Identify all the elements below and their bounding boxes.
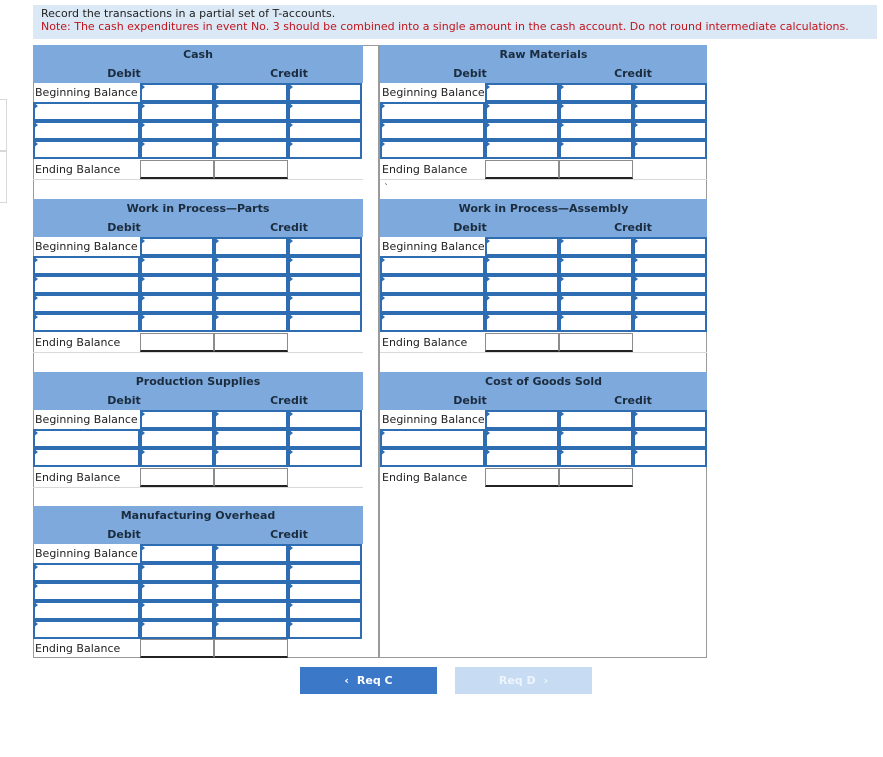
credit-amount-input[interactable] xyxy=(288,544,362,563)
debit-label-input[interactable] xyxy=(380,275,485,294)
side-panel-tab[interactable] xyxy=(0,99,7,151)
beginning-balance-row xyxy=(33,410,363,429)
debit-amount-input[interactable] xyxy=(140,83,214,102)
debit-ending-total xyxy=(485,160,559,179)
debit-ending-total xyxy=(140,639,214,658)
debit-amount-input[interactable] xyxy=(485,448,559,467)
credit-ending-total xyxy=(214,468,288,487)
beginning-balance-row xyxy=(33,237,363,256)
prev-req-c-button[interactable] xyxy=(300,667,437,694)
credit-label-input[interactable] xyxy=(214,83,288,102)
credit-amount-input[interactable] xyxy=(633,410,707,429)
entry-row xyxy=(33,601,363,620)
credit-amount-input[interactable] xyxy=(633,140,707,159)
entry-row xyxy=(33,102,363,121)
debit-amount-input[interactable] xyxy=(485,429,559,448)
credit-label-input[interactable] xyxy=(559,237,633,256)
row-label: Ending Balance xyxy=(35,642,121,655)
entry-row xyxy=(33,121,363,140)
debit-amount-input[interactable] xyxy=(485,102,559,121)
entry-row xyxy=(380,275,707,294)
credit-label-input[interactable] xyxy=(559,313,633,332)
credit-amount-input[interactable] xyxy=(288,140,362,159)
t-account-columns xyxy=(33,525,363,544)
debit-label-input[interactable] xyxy=(380,121,485,140)
credit-amount-input[interactable] xyxy=(288,582,362,601)
debit-amount-input[interactable] xyxy=(485,237,559,256)
debit-label-input[interactable] xyxy=(33,256,140,275)
row-label: Ending Balance xyxy=(35,163,121,176)
credit-label-input[interactable] xyxy=(214,275,288,294)
debit-label-input[interactable] xyxy=(380,102,485,121)
debit-ending-total xyxy=(485,333,559,352)
debit-label-input[interactable] xyxy=(33,582,140,601)
credit-amount-input[interactable] xyxy=(633,237,707,256)
chevron-right-icon: › xyxy=(543,674,549,687)
credit-header: Credit xyxy=(270,394,308,407)
entry-row xyxy=(380,121,707,140)
debit-amount-input[interactable] xyxy=(140,256,214,275)
chevron-left-icon: ‹ xyxy=(344,674,349,687)
debit-ending-total xyxy=(140,160,214,179)
entry-row xyxy=(380,448,707,467)
ending-balance-row xyxy=(33,639,363,658)
debit-label-input[interactable] xyxy=(33,275,140,294)
credit-amount-input[interactable] xyxy=(633,313,707,332)
beginning-balance-row xyxy=(380,83,707,102)
debit-label-input[interactable] xyxy=(33,620,140,639)
credit-label-input[interactable] xyxy=(559,83,633,102)
credit-amount-input[interactable] xyxy=(288,294,362,313)
row-label: Ending Balance xyxy=(382,336,468,349)
debit-header: Debit xyxy=(107,528,141,541)
entry-row xyxy=(33,429,363,448)
debit-amount-input[interactable] xyxy=(140,275,214,294)
debit-label-input[interactable] xyxy=(380,448,485,467)
credit-label-input[interactable] xyxy=(214,410,288,429)
entry-row xyxy=(33,140,363,159)
entry-row xyxy=(380,429,707,448)
credit-label-input[interactable] xyxy=(559,275,633,294)
debit-label-input[interactable] xyxy=(33,121,140,140)
side-panel-tab[interactable] xyxy=(0,151,7,203)
row-label: Beginning Balance xyxy=(382,413,485,426)
debit-header: Debit xyxy=(453,221,487,234)
debit-amount-input[interactable] xyxy=(140,601,214,620)
credit-ending-total xyxy=(559,468,633,487)
credit-amount-input[interactable] xyxy=(288,102,362,121)
debit-ending-total xyxy=(485,468,559,487)
debit-amount-input[interactable] xyxy=(140,102,214,121)
debit-amount-input[interactable] xyxy=(140,410,214,429)
credit-label-input[interactable] xyxy=(214,620,288,639)
debit-amount-input[interactable] xyxy=(140,140,214,159)
prev-button-label: Req C xyxy=(356,674,393,687)
entry-row xyxy=(380,256,707,275)
debit-amount-input[interactable] xyxy=(485,83,559,102)
t-account-columns xyxy=(33,391,363,410)
stray-mark: ` xyxy=(384,183,389,194)
debit-label-input[interactable] xyxy=(380,313,485,332)
entry-row xyxy=(33,582,363,601)
debit-amount-input[interactable] xyxy=(140,294,214,313)
credit-amount-input[interactable] xyxy=(288,620,362,639)
debit-label-input[interactable] xyxy=(380,140,485,159)
credit-ending-total xyxy=(559,160,633,179)
credit-label-input[interactable] xyxy=(214,563,288,582)
instruction-text: Record the transactions in a partial set of T-accounts. xyxy=(41,7,336,20)
credit-label-input[interactable] xyxy=(559,102,633,121)
next-req-d-button[interactable] xyxy=(455,667,592,694)
entry-row xyxy=(33,448,363,467)
credit-header: Credit xyxy=(614,67,652,80)
credit-amount-input[interactable] xyxy=(288,313,362,332)
row-label: Beginning Balance xyxy=(35,86,138,99)
t-account-columns xyxy=(33,64,363,83)
credit-label-input[interactable] xyxy=(214,429,288,448)
credit-header: Credit xyxy=(270,528,308,541)
debit-label-input[interactable] xyxy=(380,294,485,313)
credit-amount-input[interactable] xyxy=(633,448,707,467)
beginning-balance-row xyxy=(380,237,707,256)
debit-label-input[interactable] xyxy=(380,256,485,275)
entry-row xyxy=(33,294,363,313)
next-button-label: Req D xyxy=(498,674,536,687)
t-account-title: Manufacturing Overhead xyxy=(33,506,363,526)
entry-row xyxy=(33,256,363,275)
beginning-balance-row xyxy=(33,83,363,102)
t-account-columns xyxy=(380,64,707,83)
credit-label-input[interactable] xyxy=(559,294,633,313)
credit-amount-input[interactable] xyxy=(633,275,707,294)
credit-header: Credit xyxy=(614,394,652,407)
entry-row xyxy=(380,313,707,332)
debit-ending-total xyxy=(140,333,214,352)
row-divider xyxy=(33,179,363,180)
debit-amount-input[interactable] xyxy=(140,544,214,563)
row-divider xyxy=(33,487,363,488)
credit-amount-input[interactable] xyxy=(288,563,362,582)
credit-amount-input[interactable] xyxy=(288,448,362,467)
row-divider xyxy=(380,179,707,180)
t-account-columns xyxy=(380,391,707,410)
row-label: Ending Balance xyxy=(35,336,121,349)
credit-label-input[interactable] xyxy=(214,140,288,159)
credit-label-input[interactable] xyxy=(214,256,288,275)
debit-label-input[interactable] xyxy=(33,313,140,332)
debit-amount-input[interactable] xyxy=(140,237,214,256)
credit-label-input[interactable] xyxy=(214,313,288,332)
credit-amount-input[interactable] xyxy=(288,83,362,102)
debit-amount-input[interactable] xyxy=(140,582,214,601)
credit-header: Credit xyxy=(614,221,652,234)
t-account-title: Work in Process—Assembly xyxy=(380,199,707,219)
beginning-balance-row xyxy=(380,410,707,429)
debit-header: Debit xyxy=(107,394,141,407)
debit-header: Debit xyxy=(453,67,487,80)
row-label: Beginning Balance xyxy=(382,86,485,99)
row-label: Beginning Balance xyxy=(35,413,138,426)
row-label: Ending Balance xyxy=(35,471,121,484)
credit-label-input[interactable] xyxy=(214,237,288,256)
debit-amount-input[interactable] xyxy=(485,121,559,140)
t-account-title: Cost of Goods Sold xyxy=(380,372,707,392)
entry-row xyxy=(33,563,363,582)
credit-amount-input[interactable] xyxy=(288,601,362,620)
ending-balance-row xyxy=(33,160,363,179)
entry-row xyxy=(380,102,707,121)
debit-amount-input[interactable] xyxy=(140,121,214,140)
credit-amount-input[interactable] xyxy=(633,256,707,275)
entry-row xyxy=(33,313,363,332)
credit-amount-input[interactable] xyxy=(288,256,362,275)
credit-header: Credit xyxy=(270,221,308,234)
credit-amount-input[interactable] xyxy=(633,294,707,313)
debit-label-input[interactable] xyxy=(33,448,140,467)
credit-label-input[interactable] xyxy=(214,582,288,601)
entry-row xyxy=(380,140,707,159)
credit-ending-total xyxy=(214,333,288,352)
credit-header: Credit xyxy=(270,67,308,80)
debit-amount-input[interactable] xyxy=(485,313,559,332)
row-label: Beginning Balance xyxy=(35,240,138,253)
debit-label-input[interactable] xyxy=(33,140,140,159)
credit-label-input[interactable] xyxy=(214,121,288,140)
debit-label-input[interactable] xyxy=(33,563,140,582)
t-account-title: Raw Materials xyxy=(380,45,707,65)
credit-amount-input[interactable] xyxy=(633,121,707,140)
row-divider xyxy=(33,352,363,353)
debit-amount-input[interactable] xyxy=(485,140,559,159)
debit-amount-input[interactable] xyxy=(140,620,214,639)
ending-balance-row xyxy=(380,468,707,487)
credit-ending-total xyxy=(214,160,288,179)
ending-balance-row xyxy=(380,333,707,352)
debit-amount-input[interactable] xyxy=(140,429,214,448)
entry-row xyxy=(380,294,707,313)
credit-label-input[interactable] xyxy=(559,429,633,448)
beginning-balance-row xyxy=(33,544,363,563)
ending-balance-row xyxy=(380,160,707,179)
credit-label-input[interactable] xyxy=(214,544,288,563)
instructions-box xyxy=(33,5,877,39)
debit-label-input[interactable] xyxy=(33,429,140,448)
t-account-title: Cash xyxy=(33,45,363,65)
credit-amount-input[interactable] xyxy=(633,83,707,102)
credit-label-input[interactable] xyxy=(559,140,633,159)
debit-header: Debit xyxy=(107,67,141,80)
ending-balance-row xyxy=(33,333,363,352)
credit-amount-input[interactable] xyxy=(288,237,362,256)
debit-label-input[interactable] xyxy=(380,429,485,448)
credit-amount-input[interactable] xyxy=(633,102,707,121)
row-label: Beginning Balance xyxy=(35,547,138,560)
credit-label-input[interactable] xyxy=(214,294,288,313)
t-account-title: Work in Process—Parts xyxy=(33,199,363,219)
debit-header: Debit xyxy=(453,394,487,407)
credit-amount-input[interactable] xyxy=(288,275,362,294)
t-account-columns xyxy=(33,218,363,237)
debit-label-input[interactable] xyxy=(33,601,140,620)
instruction-note: Note: The cash expenditures in event No. 3 should be combined into a single amount in the cash account. Do not round intermediate calculations. xyxy=(41,20,849,33)
row-label: Ending Balance xyxy=(382,163,468,176)
debit-amount-input[interactable] xyxy=(485,256,559,275)
debit-amount-input[interactable] xyxy=(140,313,214,332)
credit-amount-input[interactable] xyxy=(288,121,362,140)
credit-label-input[interactable] xyxy=(559,121,633,140)
ending-balance-row xyxy=(33,468,363,487)
debit-amount-input[interactable] xyxy=(140,563,214,582)
credit-label-input[interactable] xyxy=(559,410,633,429)
credit-amount-input[interactable] xyxy=(288,410,362,429)
entry-row xyxy=(33,620,363,639)
credit-ending-total xyxy=(559,333,633,352)
credit-label-input[interactable] xyxy=(214,448,288,467)
debit-ending-total xyxy=(140,468,214,487)
t-account-columns xyxy=(380,218,707,237)
debit-label-input[interactable] xyxy=(33,102,140,121)
entry-row xyxy=(33,275,363,294)
credit-label-input[interactable] xyxy=(559,448,633,467)
credit-label-input[interactable] xyxy=(559,256,633,275)
debit-label-input[interactable] xyxy=(33,294,140,313)
t-account-title: Production Supplies xyxy=(33,372,363,392)
credit-ending-total xyxy=(214,639,288,658)
credit-amount-input[interactable] xyxy=(633,429,707,448)
debit-header: Debit xyxy=(107,221,141,234)
row-label: Ending Balance xyxy=(382,471,468,484)
row-label: Beginning Balance xyxy=(382,240,485,253)
debit-amount-input[interactable] xyxy=(485,275,559,294)
debit-amount-input[interactable] xyxy=(485,294,559,313)
credit-label-input[interactable] xyxy=(214,102,288,121)
debit-amount-input[interactable] xyxy=(140,448,214,467)
credit-amount-input[interactable] xyxy=(288,429,362,448)
debit-amount-input[interactable] xyxy=(485,410,559,429)
credit-label-input[interactable] xyxy=(214,601,288,620)
row-divider xyxy=(380,352,707,353)
